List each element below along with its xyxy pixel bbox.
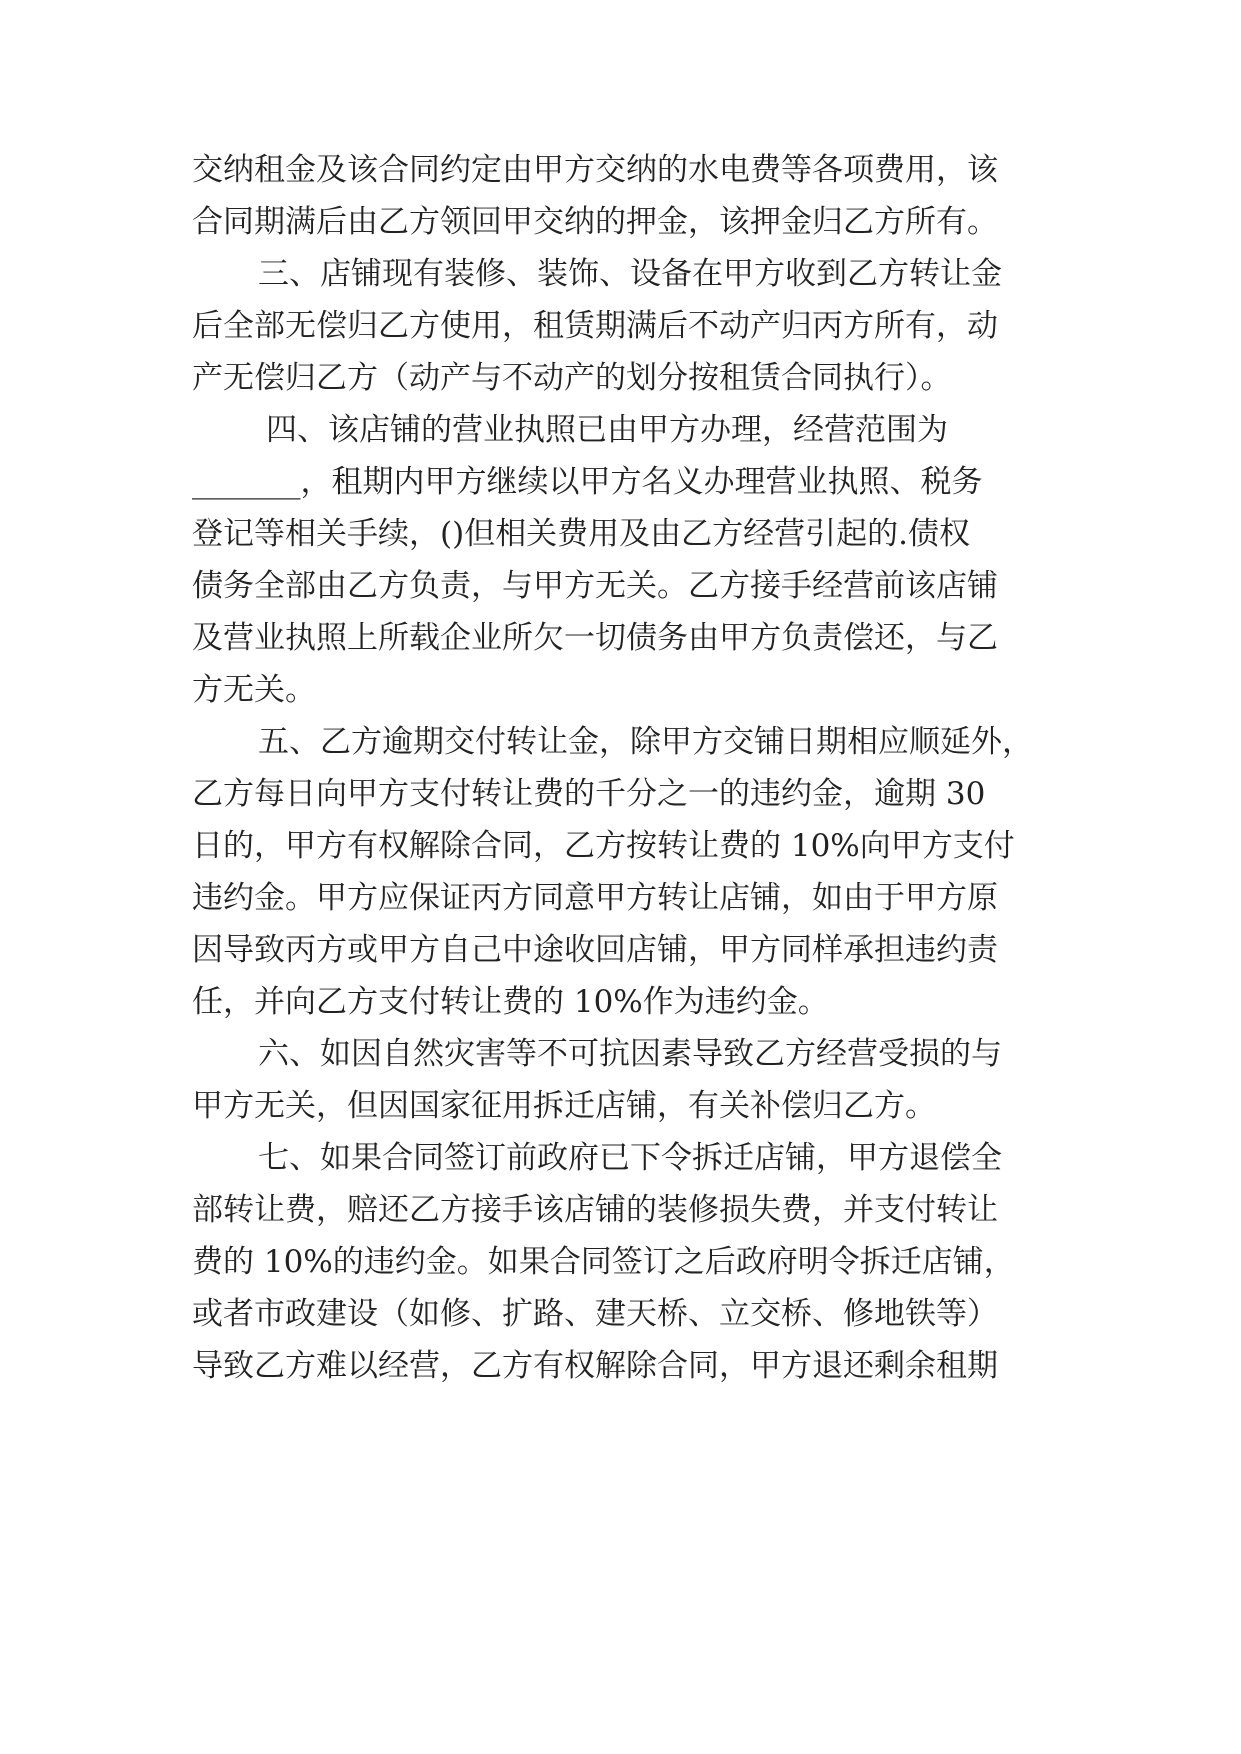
text-line: 因导致丙方或甲方自己中途收回店铺，甲方同样承担违约责 [192, 932, 998, 968]
text-line: 或者市政建设（如修、扩路、建天桥、立交桥、修地铁等） [192, 1296, 998, 1332]
paragraph-4-start: 四、该店铺的营业执照已由甲方办理，经营范围为 [266, 412, 948, 448]
text-line: 违约金。甲方应保证丙方同意甲方转让店铺，如由于甲方原 [192, 880, 998, 916]
text-line: 导致乙方难以经营，乙方有权解除合同，甲方退还剩余租期 [192, 1348, 998, 1384]
text-line: 产无偿归乙方（动产与不动产的划分按租赁合同执行）。 [192, 360, 952, 396]
paragraph-7-start: 七、如果合同签订前政府已下令拆迁店铺，甲方退偿全 [258, 1140, 1002, 1176]
text-line: 及营业执照上所载企业所欠一切债务由甲方负责偿还，与乙 [192, 620, 998, 656]
text-line: 甲方无关，但因国家征用拆迁店铺，有关补偿归乙方。 [192, 1088, 936, 1124]
text-line: 费的 10%的违约金。如果合同签订之后政府明令拆迁店铺， [192, 1244, 1015, 1280]
text-line: 任，并向乙方支付转让费的 10%作为违约金。 [192, 984, 829, 1020]
text-line: 部转让费，赔还乙方接手该店铺的装修损失费，并支付转让 [192, 1192, 998, 1228]
text-line: 日的，甲方有权解除合同，乙方按转让费的 10%向甲方支付 [192, 828, 1015, 864]
text-line: 方无关。 [192, 672, 316, 708]
paragraph-5-start: 五、乙方逾期交付转让金，除甲方交铺日期相应顺延外， [258, 724, 1033, 760]
paragraph-3-start: 三、店铺现有装修、装饰、设备在甲方收到乙方转让金 [258, 256, 1002, 292]
paragraph-6-start: 六、如因自然灾害等不可抗因素导致乙方经营受损的与 [258, 1036, 1002, 1072]
text-line: 乙方每日向甲方支付转让费的千分之一的违约金，逾期 30 [192, 776, 986, 812]
text-line: 合同期满后由乙方领回甲交纳的押金，该押金归乙方所有。 [192, 204, 998, 240]
text-line: 后全部无偿归乙方使用，租赁期满后不动产归丙方所有，动 [192, 308, 998, 344]
text-line: _______，租期内甲方继续以甲方名义办理营业执照、税务 [192, 464, 983, 500]
text-line: 登记等相关手续，()但相关费用及由乙方经营引起的.债权 [192, 516, 971, 552]
text-line: 交纳租金及该合同约定由甲方交纳的水电费等各项费用，该 [192, 152, 998, 188]
text-line: 债务全部由乙方负责，与甲方无关。乙方接手经营前该店铺 [192, 568, 998, 604]
